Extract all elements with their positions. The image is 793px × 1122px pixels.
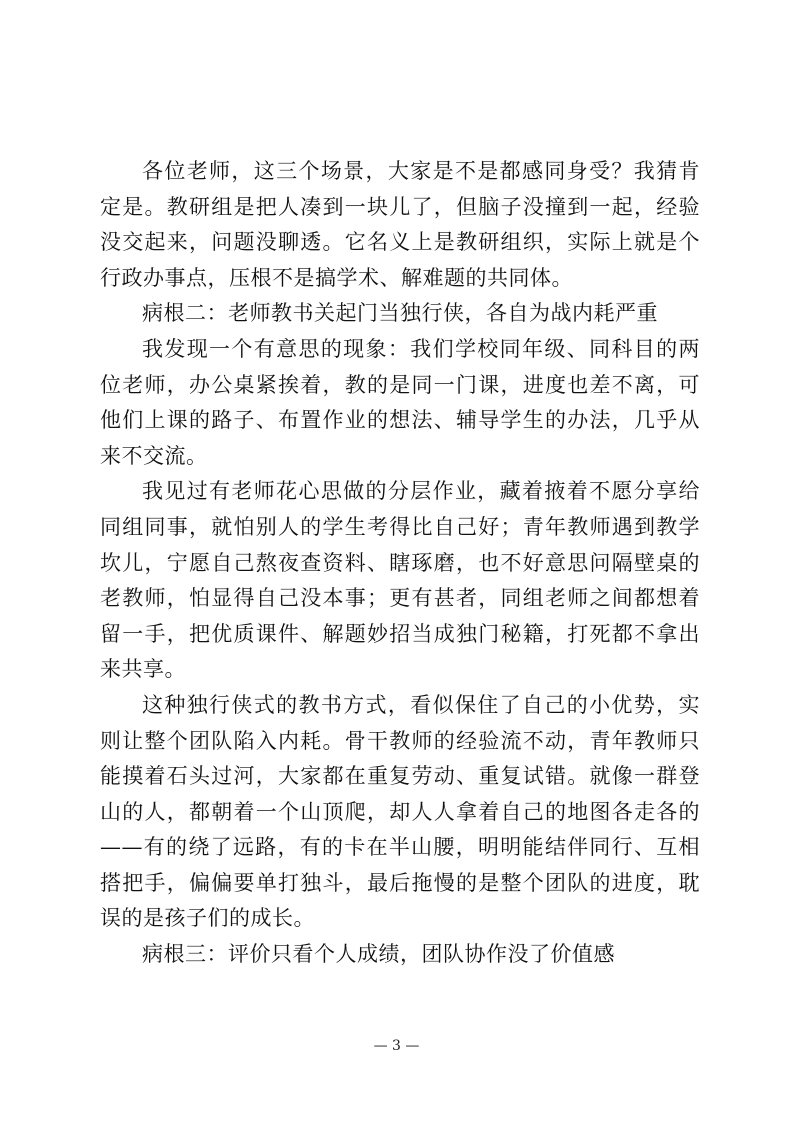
document-body xyxy=(100,154,700,973)
section-heading-root-cause-3: 病根三：评价只看个人成绩，团队协作没了价值感 xyxy=(142,942,615,967)
page-number: — 3 — xyxy=(373,1038,420,1054)
paragraph-scenes-summary: 各位老师，这三个场景，大家是不是都感同身受？我猜肯定是。教研组是把人凑到一块儿了，但脑子没撞到一起，经验没交起来，问题没聊透。它名义上是教研组织，实际上就是个行政办事点，压根不是搞学术、解难题的共同体。 xyxy=(100,159,700,290)
paragraph-analysis: 这种独行侠式的教书方式，看似保住了自己的小优势，实则让整个团队陷入内耗。骨干教师的经验流不动，青年教师只能摸着石头过河，大家都在重复劳动、重复试错。就像一群登山的人，都朝着一个山顶爬，却人人拿着自己的地图各走各的——有的绕了远路，有的卡在半山腰，明明能结伴同行、互相搭把手，偏偏要单打独斗，最后拖慢的是整个团队的进度，耽误的是孩子们的成长。 xyxy=(100,692,700,931)
paragraph-examples: 我见过有老师花心思做的分层作业，藏着掖着不愿分享给同组同事，就怕别人的学生考得比自己好；青年教师遇到教学坎儿，宁愿自己熬夜查资料、瞎琢磨，也不好意思问隔壁桌的老教师，怕显得自己没本事；更有甚者，同组老师之间都想着留一手，把优质课件、解题妙招当成独门秘籍，打死都不拿出来共享。 xyxy=(100,479,700,682)
paragraph-observation: 我发现一个有意思的现象：我们学校同年级、同科目的两位老师，办公桌紧挨着，教的是同一门课，进度也差不离，可他们上课的路子、布置作业的想法、辅导学生的办法，几乎从来不交流。 xyxy=(100,336,700,468)
section-heading-root-cause-2: 病根二：老师教书关起门当独行侠，各自为战内耗严重 xyxy=(142,301,658,326)
